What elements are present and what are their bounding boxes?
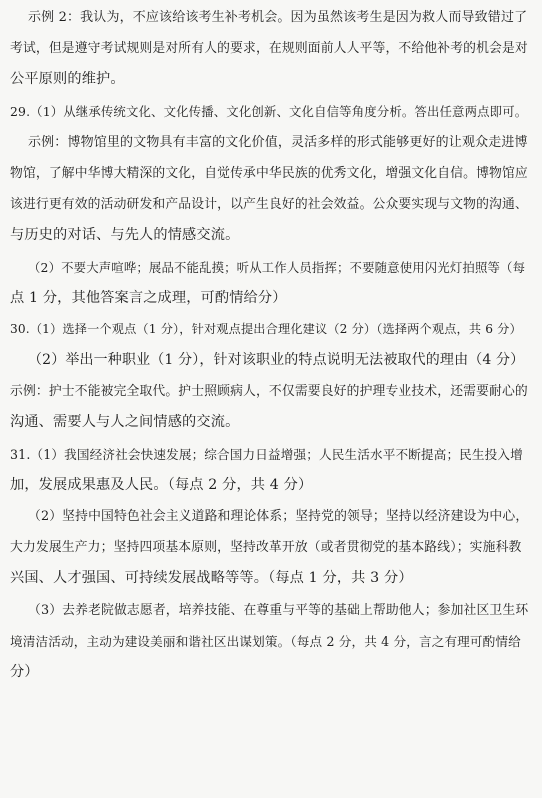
text-line: 物馆，了解中华博大精深的文化，自觉传承中华民族的优秀文化，增强文化自信。博物馆应	[10, 165, 528, 181]
text-line: 示例：博物馆里的文物具有丰富的文化价值，灵活多样的形式能够更好的让观众走进博	[28, 134, 528, 150]
answer-text-body	[10, 2, 528, 688]
text-line: （2）不要大声喧哗；展品不能乱摸；听从工作人员指挥；不要随意使用闪光灯拍照等（每	[28, 259, 526, 275]
text-line: 境清洁活动，主动为建设美丽和谐社区出谋划策。（每点 2 分，共 4 分，言之有理可酌情给	[10, 633, 521, 649]
text-line: 沟通、需要人与人之间情感的交流。	[10, 414, 240, 431]
text-line: 示例 2：我认为，不应该给该考生补考机会。因为虽然该考生是因为救人而导致错过了	[28, 10, 528, 25]
text-line: 31.（1）我国经济社会快速发展；综合国力日益增强；人民生活水平不断提高；民生投入增	[10, 446, 523, 462]
text-line: 考试，但是遵守考试规则是对所有人的要求，在规则面前人人平等，不给他补考的机会是对	[10, 41, 528, 57]
text-line: 公平原则的维护。	[10, 71, 125, 88]
text-line: 加，发展成果惠及人民。（每点 2 分，共 4 分）	[10, 476, 313, 493]
text-line: 兴国、人才强国、可持续发展战略等等。（每点 1 分，共 3 分）	[10, 570, 413, 587]
text-line: 大力发展生产力；坚持四项基本原则，坚持改革开放（或者贯彻党的基本路线）；实施科教	[10, 540, 522, 556]
text-line: 点 1 分，其他答案言之成理，可酌情给分）	[10, 289, 287, 306]
text-line: 该进行更有效的活动研发和产品设计，以产生良好的社会效益。公众要实现与文物的沟通、	[10, 197, 528, 213]
text-line: （2）举出一种职业（1 分），针对该职业的特点说明无法被取代的理由（4 分）	[28, 352, 525, 369]
text-line: 示例：护士不能被完全取代。护士照顾病人，不仅需要良好的护理专业技术，还需要耐心的	[10, 384, 528, 400]
text-line: 与历史的对话、与先人的情感交流。	[10, 227, 240, 244]
text-line: 30.（1）选择一个观点（1 分），针对观点提出合理化建议（2 分）（选择两个观点，共 6 分）	[10, 321, 522, 336]
text-line: 分）	[10, 663, 39, 680]
text-line: （3）去养老院做志愿者，培养技能、在尊重与平等的基础上帮助他人；参加社区卫生环	[28, 602, 528, 618]
text-line: 29.（1）从继承传统文化、文化传播、文化创新、文化自信等角度分析。答出任意两点即可。	[10, 103, 528, 119]
text-line: （2）坚持中国特色社会主义道路和理论体系；坚持党的领导；坚持以经济建设为中心，	[28, 509, 528, 524]
